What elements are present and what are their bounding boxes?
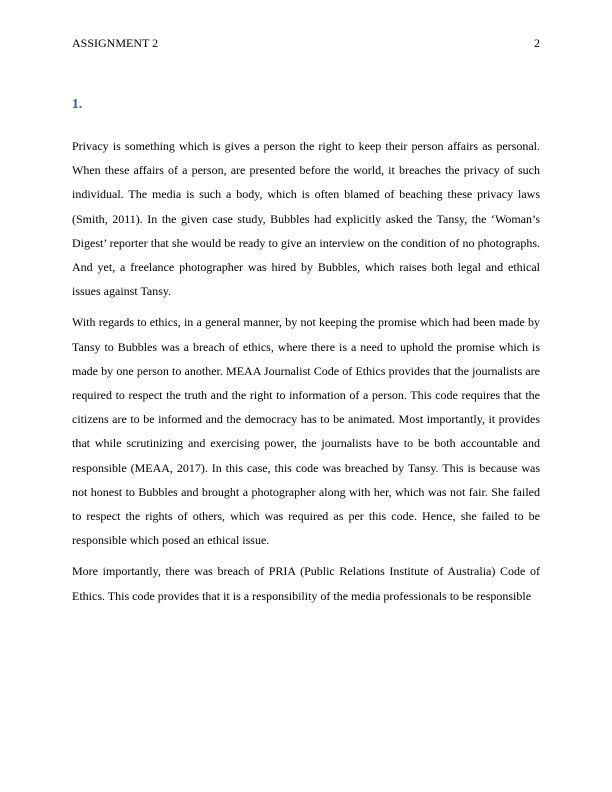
page-header <box>72 35 540 51</box>
paragraph-ethics: With regards to ethics, in a general manner, by not keeping the promise which had been made by Tansy to Bubbles was a breach of ethics, where there is a need to uphold the promise which is made by one person to another. MEAA Journalist Code of Ethics provides that the journalists are required to respect the truth and the right to information of a person. This code requires that the citizens are to be informed and the democracy has to be animated. Most importantly, it provides that while scrutinizing and exercising power, the journalists have to be both accountable and responsible (MEAA, 2017). In this case, this code was breached by Tansy. This is because was not honest to Bubbles and brought a photographer along with her, which was not fair. She failed to respect the rights of others, which was required as per this code. Hence, she failed to be responsible which posed an ethical issue. <box>72 315 540 548</box>
running-head: ASSIGNMENT 2 <box>72 36 159 50</box>
section-heading: 1. <box>72 96 83 111</box>
paragraph-privacy: Privacy is something which is gives a person the right to keep their person affairs as personal. When these affairs of a person, are presented before the world, it breaches the privacy of such individual. The media is such a body, which is often blamed of beaching these privacy laws (Smith, 2011). In the given case study, Bubbles had explicitly asked the Tansy, the ‘Woman’s Digest’ reporter that she would be ready to give an interview on the condition of no photographs. And yet, a freelance photographer was hired by Bubbles, which raises both legal and ethical issues against Tansy. <box>72 139 540 299</box>
body-text <box>72 134 540 615</box>
page-number: 2 <box>534 36 540 50</box>
paragraph-pria: More importantly, there was breach of PRIA (Public Relations Institute of Australia) Code of Ethics. This code provides that it is a responsibility of the media professionals to be responsible <box>72 564 540 603</box>
